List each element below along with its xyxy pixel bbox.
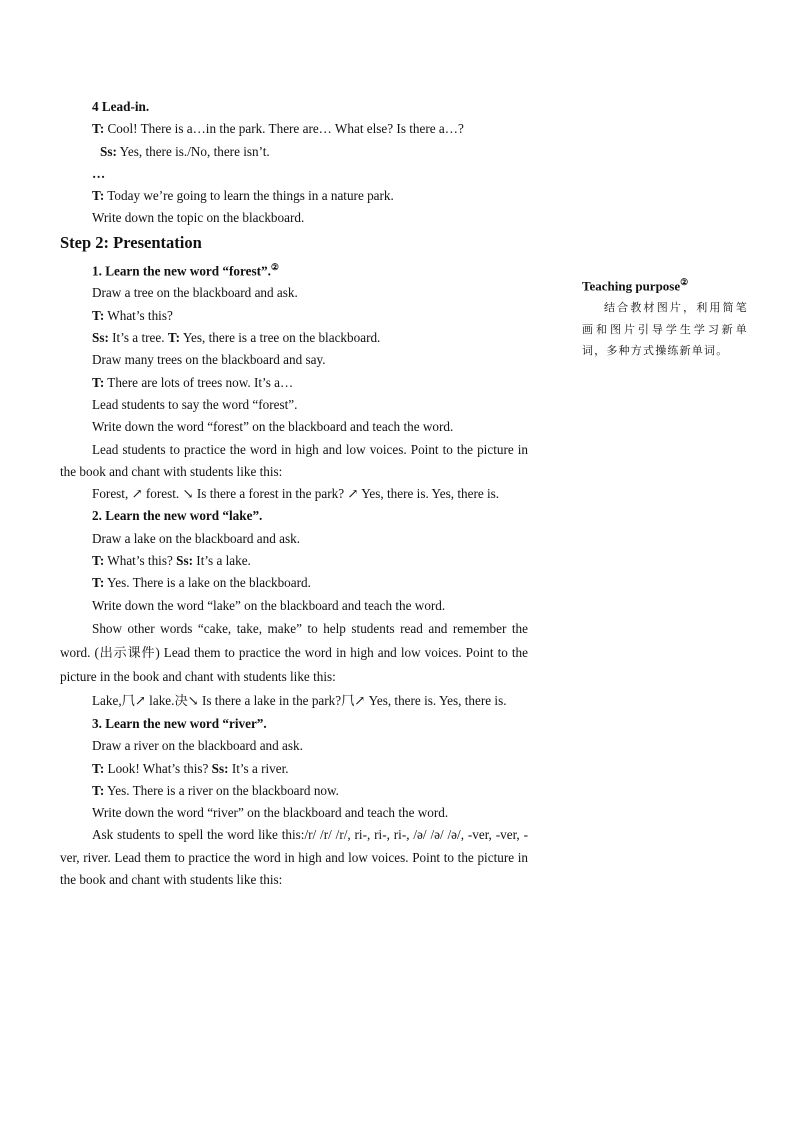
dialogue-text: Yes. There is a river on the blackboard now.	[104, 782, 339, 798]
section-heading-forest	[60, 256, 528, 283]
dialogue-line	[60, 118, 528, 140]
instruction: Draw a lake on the blackboard and ask.	[92, 530, 300, 546]
step-title: Step 2: Presentation	[60, 232, 202, 252]
dialogue-text: Yes. There is a lake on the blackboard.	[104, 575, 311, 591]
footnote-marker: ②	[680, 277, 689, 287]
dialogue-line	[60, 141, 528, 163]
instruction: Lead students to practice the word in high and low voices. Point to the picture in the book and chant with students like this:	[60, 441, 528, 479]
section-heading-river: 3. Learn the new word “river”.	[92, 715, 267, 731]
dialogue-line	[60, 185, 528, 207]
dialogue-line	[60, 305, 528, 327]
dialogue-line	[60, 758, 528, 780]
instruction: Write down the word “forest” on the blackboard and teach the word.	[92, 419, 454, 435]
dialogue-line	[60, 372, 528, 394]
heading-text: 1. Learn the new word “forest”.	[92, 263, 271, 279]
instruction: Show other words “cake, take, make” to help students read and remember the word. (出示课件) Lead them to practice the word in high and low voices. Point to the picture in the book and chant with students like this:	[60, 620, 528, 684]
instruction: Ask students to spell the word like this:/r/ /r/ /r/, ri-, ri-, ri-, /ə/ /ə/ /ə/, -ver, -ver, -ver, river. Lead them to practice the word in high and low voices. Point to the picture in the book and chant with students like this:	[60, 827, 528, 887]
dialogue-text: What’s this?	[104, 307, 173, 323]
teaching-purpose-note	[582, 271, 748, 362]
speaker: T:	[92, 374, 105, 390]
speaker: T:	[92, 553, 105, 569]
speaker: T:	[92, 188, 105, 204]
dialogue-text: Cool! There is a…in the park. There are… What else? Is there a…?	[104, 121, 464, 137]
speaker: T:	[92, 121, 105, 137]
speaker: Ss:	[176, 553, 193, 569]
instruction: Draw many trees on the blackboard and say.	[92, 352, 326, 368]
speaker: T:	[92, 760, 105, 776]
dialogue-text: Today we’re going to learn the things in a nature park.	[104, 188, 394, 204]
speaker: T:	[167, 330, 181, 346]
speaker: Ss:	[211, 760, 229, 776]
speaker: T:	[92, 782, 105, 798]
note-title-text: Teaching purpose	[582, 278, 681, 294]
dialogue-text: Look! What’s this?	[104, 760, 212, 776]
instruction: Write down the word “river” on the blackboard and teach the word.	[92, 805, 449, 821]
dialogue-text: It’s a lake.	[193, 553, 251, 569]
speaker: Ss:	[92, 330, 109, 346]
instruction: Write down the topic on the blackboard.	[92, 210, 305, 226]
speaker: T:	[92, 575, 105, 591]
teaching-purpose-body: 结合教材图片，利用简笔画和图片引导学生学习新单词，多种方式操练新单词。	[582, 301, 748, 358]
instruction: Write down the word “lake” on the blackboard and teach the word.	[92, 597, 446, 613]
dialogue-text: What’s this?	[104, 553, 177, 569]
instruction: Draw a tree on the blackboard and ask.	[92, 285, 298, 301]
main-column	[60, 96, 528, 891]
dialogue-text: Yes, there is./No, there isn’t.	[116, 143, 270, 159]
teaching-purpose-title	[582, 271, 748, 297]
dialogue-line	[60, 780, 528, 802]
lead-in-heading: 4 Lead-in.	[92, 99, 150, 114]
dialogue-line	[60, 327, 528, 349]
section-heading-lake: 2. Learn the new word “lake”.	[92, 508, 263, 524]
dialogue-line	[60, 572, 528, 594]
dialogue-text: It’s a river.	[228, 760, 289, 776]
dialogue-text: Yes, there is a tree on the blackboard.	[180, 330, 381, 346]
ellipsis: …	[92, 165, 106, 181]
dialogue-text: There are lots of trees now. It’s a…	[104, 374, 294, 390]
instruction: Draw a river on the blackboard and ask.	[92, 738, 303, 754]
footnote-marker: ②	[270, 261, 279, 272]
dialogue-line	[60, 550, 528, 572]
speaker: Ss:	[100, 143, 117, 159]
speaker: T:	[92, 307, 105, 323]
chant: Lake,⺇↗ lake.决↘ Is there a lake in the park?⺇↗ Yes, there is. Yes, there is.	[92, 692, 507, 708]
dialogue-text: It’s a tree.	[108, 330, 168, 346]
chant: Forest, ↗ forest. ↘ Is there a forest in the park? ↗ Yes, there is. Yes, there is.	[92, 486, 500, 502]
instruction: Lead students to say the word “forest”.	[92, 396, 298, 412]
